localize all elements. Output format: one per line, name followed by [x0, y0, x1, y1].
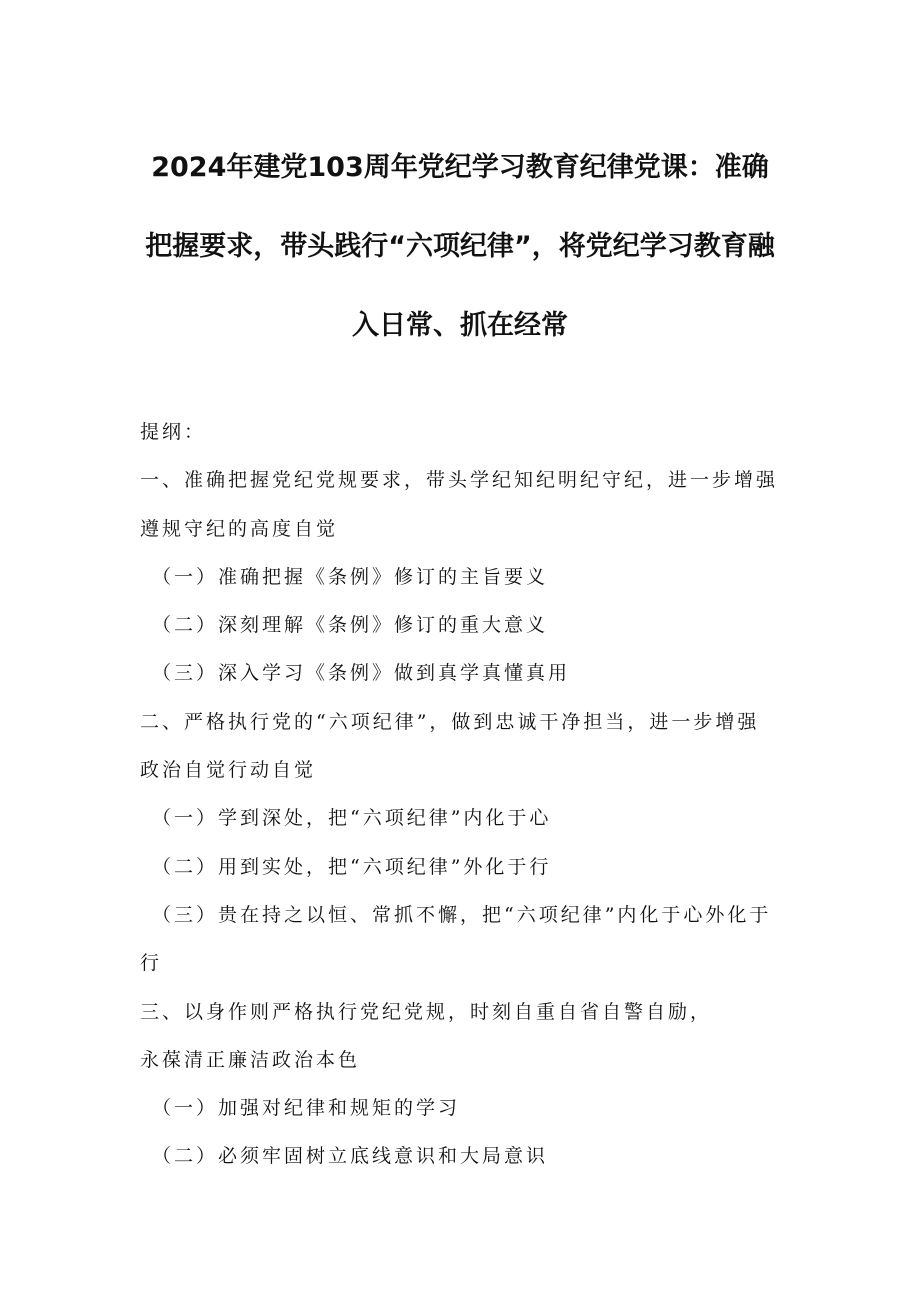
outline-label: 提纲： — [140, 421, 207, 443]
outline-heading-2-cont: 政治自觉行动自觉 — [140, 759, 317, 782]
title-line: 2024年建党103周年党纪学习教育纪律党课：准确 — [151, 152, 769, 183]
outline-heading-3: 三、以身作则严格执行党纪党规，时刻自重自省自警自励， — [140, 1000, 713, 1023]
outline-heading-1-cont: 遵规守纪的高度自觉 — [140, 517, 339, 540]
title-line: 把握要求，带头践行“六项纪律”，将党纪学习教育融 — [145, 231, 775, 262]
document-title — [140, 128, 780, 365]
outline-item-2-1: （一）学到深处，把“六项纪律”内化于心 — [152, 807, 552, 830]
outline-item-3-2: （二）必须牢固树立底线意识和大局意识 — [152, 1145, 549, 1168]
outline-heading-3-cont: 永葆清正廉洁政治本色 — [140, 1048, 361, 1071]
outline-item-2-2: （二）用到实处，把“六项纪律”外化于行 — [152, 855, 552, 878]
title-line: 入日常、抓在经常 — [352, 310, 568, 341]
outline-item-1-3: （三）深入学习《条例》做到真学真懂真用 — [152, 662, 571, 685]
outline-item-1-1: （一）准确把握《条例》修订的主旨要义 — [152, 565, 549, 588]
outline-heading-1: 一、准确把握党纪党规要求，带头学纪知纪明纪守纪，进一步增强 — [140, 469, 779, 492]
outline-item-2-3: （三）贵在持之以恒、常抓不懈，把“六项纪律”内化于心外化于 — [152, 903, 772, 926]
outline-item-3-1: （一）加强对纪律和规矩的学习 — [152, 1097, 461, 1120]
outline-heading-2: 二、严格执行党的“六项纪律”，做到忠诚干净担当，进一步增强 — [140, 710, 760, 733]
outline-item-1-2: （二）深刻理解《条例》修订的重大意义 — [152, 614, 549, 637]
outline-item-2-3-cont: 行 — [140, 952, 163, 975]
outline-section — [140, 408, 790, 1181]
